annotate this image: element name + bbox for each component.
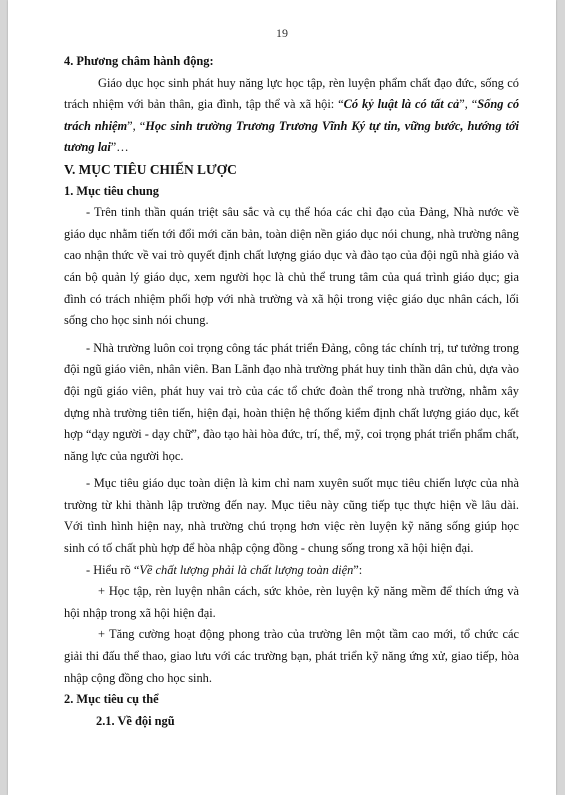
goal-paragraph-3: - Mục tiêu giáo dục toàn diện là kim chỉ nam xuyên suốt mục tiêu chiến lược của nhà trường từ khi thành lập trường đến nay. Mục tiêu này cũng tiếp tục thực hiện về lâu dài. Với tình hình hiện nay, nhà trường chú trọng hơn việc rèn luyện kỹ năng sống giúp học sinh có tố chất phù hợp để hòa nhập cộng đồng - chung sống trong xã hội hiện đại.	[64, 476, 519, 556]
page-content	[64, 51, 519, 732]
goal-4-prefix: - Hiểu rõ “	[86, 562, 140, 577]
motto-2: Sống có trách nhiệm	[64, 97, 520, 133]
section-v-heading: V. MỤC TIÊU CHIẾN LƯỢC	[64, 161, 237, 177]
section-4-text: Giáo dục học sinh phát huy năng lực học tập, rèn luyện phẩm chất đạo đức, sống có trách nhiệm với bản thân, gia đình, tập thể và xã hội: “	[64, 75, 519, 112]
section-4-paragraph	[64, 73, 519, 159]
bullet-2: + Tăng cường hoạt động phong trào của trường lên một tầm cao mới, tổ chức các giải thi đấu thể thao, giao lưu với các trường bạn, phát triển kỹ năng ứng xử, giao tiếp, hòa nhập cộng đồng cho học sinh.	[64, 627, 519, 685]
subsection-1-heading: 1. Mục tiêu chung	[64, 183, 159, 198]
motto-1: Có kỷ luật là có tất cả	[343, 97, 460, 112]
motto-separator-2: ”, “	[127, 118, 146, 133]
subsection-2-1-heading: 2.1. Về đội ngũ	[96, 713, 175, 728]
subsection-2-heading: 2. Mục tiêu cụ thể	[64, 692, 159, 707]
motto-3: Học sinh trường Trương Trương Vĩnh Ký tự tin, vững bước, hướng tới tương lai	[64, 118, 520, 155]
page-number: 19	[276, 26, 288, 40]
bullet-1: + Học tập, rèn luyện nhân cách, sức khỏe, rèn luyện kỹ năng mềm để thích ứng và hội nhập trong xã hội hiện đại.	[64, 584, 519, 620]
goal-paragraph-1: - Trên tinh thần quán triệt sâu sắc và cụ thể hóa các chỉ đạo của Đảng, Nhà nước về giáo dục nhằm tiến tới đổi mới căn bản, toàn diện nền giáo dục nói chung, nhà trường nâng cao nhận thức về vai trò quyết định chất lượng giáo dục và đào tạo của đội ngũ nhà giáo và cán bộ quản lý giáo dục, xem người học là chủ thể trung tâm của quá trình giáo dục; gia đình có trách nhiệm phối hợp với nhà trường và xã hội trong việc giáo dục nhân cách, lối sống cho học sinh nói chung.	[64, 205, 519, 328]
motto-separator-1: ”, “	[459, 97, 478, 112]
goal-paragraph-4	[64, 560, 519, 582]
goal-4-quote: Về chất lượng phải là chất lượng toàn diện	[139, 562, 354, 577]
document-page	[8, 0, 556, 795]
motto-end: ”…	[110, 140, 129, 155]
section-4-heading: 4. Phương châm hành động:	[64, 54, 214, 68]
goal-paragraph-2: - Nhà trường luôn coi trọng công tác phát triển Đảng, công tác chính trị, tư tưởng trong đội ngũ giáo viên, nhân viên. Ban Lãnh đạo nhà trường phát huy tinh thần dân chủ, dựa vào đội ngũ giáo viên, phát huy vai trò của các tổ chức đoàn thể trong nhà trường, nhằm xây dựng nhà trường tiên tiến, hiện đại, hoàn thiện hệ thống kiểm định chất lượng giáo dục, kết hợp “dạy người - dạy chữ”, đào tạo hài hòa đức, trí, thể, mỹ, coi trọng phát triển phẩm chất, năng lực của người học.	[64, 340, 519, 463]
goal-4-suffix: ”:	[353, 562, 363, 577]
